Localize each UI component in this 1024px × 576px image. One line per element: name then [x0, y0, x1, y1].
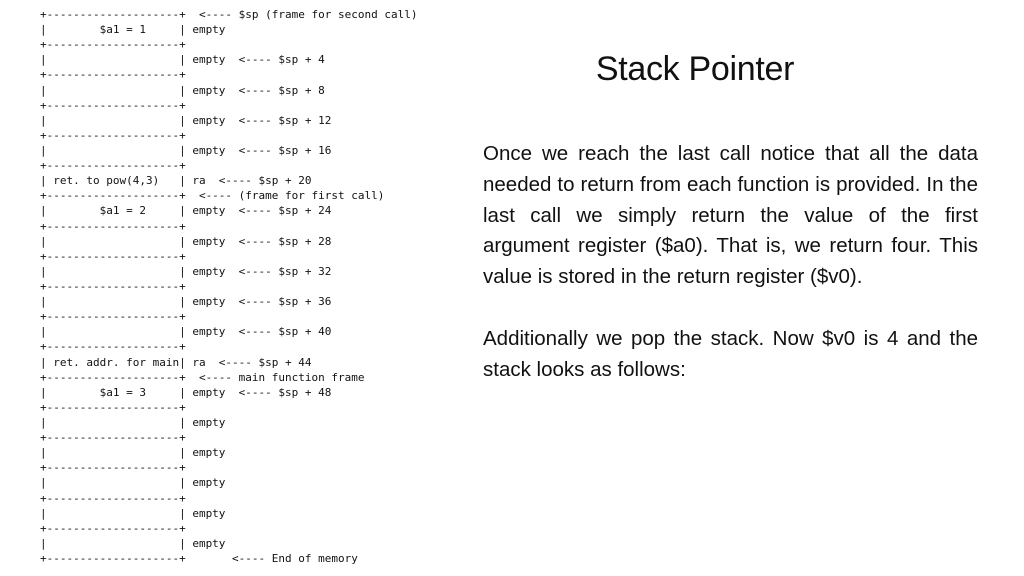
- stack-diagram-line: | | empty <---- $sp + 36: [40, 295, 332, 309]
- stack-diagram-line: +--------------------+ <---- (frame for first call): [40, 189, 385, 203]
- stack-diagram-line: | | empty <---- $sp + 16: [40, 143, 332, 157]
- stack-diagram-line: +--------------------+ <---- main function frame: [40, 370, 365, 384]
- stack-diagram-line: | | empty <---- $sp + 12: [40, 113, 332, 127]
- stack-diagram-line: | $a1 = 3 | empty <---- $sp + 48: [40, 385, 332, 399]
- stack-diagram-line: +--------------------+: [40, 400, 186, 414]
- stack-diagram-line: +--------------------+: [40, 128, 186, 142]
- stack-diagram-line: | | empty: [40, 536, 226, 550]
- body-paragraph-1: Once we reach the last call notice that all the data needed to return from each function is provided. In the last call we simply return the value of the first argument register ($a0). That is, we return four. This value is stored in the return register ($v0).: [483, 142, 978, 289]
- stack-diagram-line: +--------------------+ <---- $sp (frame for second call): [40, 8, 418, 21]
- stack-diagram-line: +--------------------+: [40, 521, 186, 535]
- stack-diagram-line: | | empty <---- $sp + 32: [40, 264, 332, 278]
- stack-diagram-line: +--------------------+: [40, 38, 186, 52]
- stack-diagram-line: +--------------------+: [40, 279, 186, 293]
- body-paragraph-2: Additionally we pop the stack. Now $v0 is 4 and the stack looks as follows:: [483, 326, 978, 381]
- stack-diagram-line: | | empty <---- $sp + 8: [40, 83, 325, 97]
- stack-diagram-line: | | empty: [40, 446, 226, 460]
- stack-diagram-line: +--------------------+: [40, 310, 186, 324]
- stack-diagram-line: +--------------------+: [40, 491, 186, 505]
- stack-diagram-line: | | empty <---- $sp + 28: [40, 234, 332, 248]
- stack-diagram-line: +--------------------+: [40, 431, 186, 445]
- stack-diagram-line: | ret. addr. for main| ra <---- $sp + 44: [40, 355, 312, 369]
- stack-diagram-line: | | empty: [40, 506, 226, 520]
- stack-diagram-line: +--------------------+: [40, 98, 186, 112]
- stack-diagram-line: +--------------------+: [40, 159, 186, 173]
- stack-diagram-line: +--------------------+: [40, 461, 186, 475]
- stack-diagram-line: | | empty <---- $sp + 40: [40, 325, 332, 339]
- slide-title: Stack Pointer: [595, 50, 795, 88]
- stack-diagram-line: +--------------------+: [40, 219, 186, 233]
- stack-diagram-line: +--------------------+: [40, 340, 186, 354]
- stack-diagram-line: | | empty <---- $sp + 4: [40, 53, 325, 67]
- stack-diagram-line: | $a1 = 1 | empty: [40, 23, 226, 37]
- stack-diagram-line: | | empty: [40, 476, 226, 490]
- stack-diagram-line: | ret. to pow(4,3) | ra <---- $sp + 20: [40, 174, 312, 188]
- stack-diagram-line: | $a1 = 2 | empty <---- $sp + 24: [40, 204, 332, 218]
- stack-diagram-line: +--------------------+: [40, 68, 186, 82]
- stack-diagram-line: +--------------------+ <---- End of memory: [40, 551, 358, 565]
- stack-diagram: [40, 7, 418, 566]
- stack-diagram-line: +--------------------+: [40, 249, 186, 263]
- slide-body: [483, 139, 978, 385]
- stack-diagram-line: | | empty: [40, 415, 226, 429]
